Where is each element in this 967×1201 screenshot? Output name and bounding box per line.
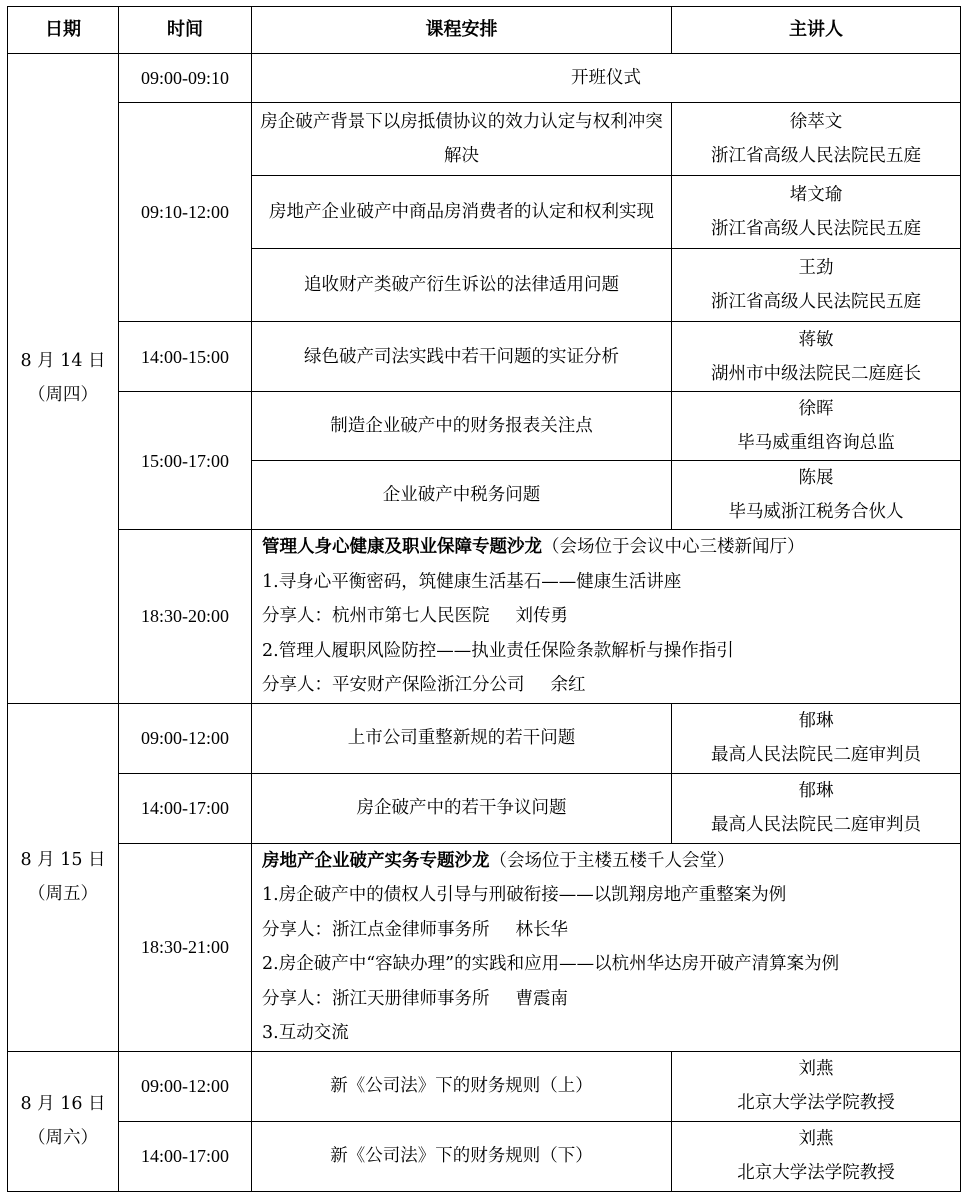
- course-cell: 房地产企业破产中商品房消费者的认定和权利实现: [252, 176, 672, 249]
- time-cell: 18:30-21:00: [119, 843, 252, 1051]
- course-cell: 制造企业破产中的财务报表关注点: [252, 392, 672, 461]
- speaker-org: 北京大学法学院教授: [737, 1163, 895, 1183]
- table-row: [8, 843, 961, 1051]
- date-cell: [8, 54, 119, 704]
- course-cell: 房企破产背景下以房抵债协议的效力认定与权利冲突解决: [252, 103, 672, 176]
- speaker-name: 郁琳: [798, 711, 834, 731]
- header-row: [8, 7, 961, 54]
- salon-item: 1.寻身心平衡密码，筑健康生活基石——健康生活讲座: [262, 571, 682, 592]
- speaker-name: 刘燕: [798, 1129, 834, 1149]
- course-cell: 新《公司法》下的财务规则（下）: [252, 1121, 672, 1191]
- salon-sharer: [262, 913, 956, 948]
- speaker-cell: [672, 461, 961, 530]
- speaker-name: 王劲: [798, 258, 834, 278]
- time-cell: 14:00-17:00: [119, 1121, 252, 1191]
- sharer-name: 余红: [550, 675, 586, 695]
- speaker-org: 最高人民法院民二庭审判员: [711, 815, 921, 835]
- speaker-cell: [672, 103, 961, 176]
- salon-cell: [252, 530, 961, 704]
- schedule-table: [7, 6, 961, 1192]
- time-cell: 09:00-09:10: [119, 54, 252, 103]
- course-cell: 开班仪式: [252, 54, 961, 103]
- speaker-cell: [672, 249, 961, 322]
- speaker-name: 徐晖: [798, 399, 834, 419]
- weekday-label: （周六）: [28, 1128, 98, 1148]
- date-cell: [8, 1051, 119, 1191]
- date-label: 8 月 16 日: [20, 1094, 106, 1114]
- speaker-org: 毕马威浙江税务合伙人: [728, 502, 904, 522]
- speaker-name: 郁琳: [798, 781, 834, 801]
- table-row: [8, 530, 961, 704]
- time-cell: 09:10-12:00: [119, 103, 252, 322]
- time-cell: 09:00-12:00: [119, 1051, 252, 1121]
- course-cell: 上市公司重整新规的若干问题: [252, 703, 672, 773]
- salon-item: 1.房企破产中的债权人引导与刑破衔接——以凯翔房地产重整案为例: [262, 885, 787, 905]
- salon-sharer: [262, 982, 956, 1017]
- speaker-org: 北京大学法学院教授: [737, 1093, 895, 1113]
- salon-title-line: [262, 844, 956, 879]
- salon-venue: （会场位于主楼五楼千人会堂）: [489, 850, 735, 871]
- salon-title: 房地产企业破产实务专题沙龙: [262, 850, 490, 871]
- salon-sharer: [262, 668, 956, 703]
- speaker-cell: [672, 773, 961, 843]
- speaker-name: 刘燕: [798, 1059, 834, 1079]
- header-speaker: 主讲人: [672, 7, 961, 54]
- speaker-cell: [672, 322, 961, 392]
- sharer-org: 分享人：浙江天册律师事务所: [262, 988, 490, 1009]
- speaker-cell: [672, 1121, 961, 1191]
- salon-title-line: [262, 530, 956, 565]
- course-cell: 房企破产中的若干争议问题: [252, 773, 672, 843]
- course-cell: 新《公司法》下的财务规则（上）: [252, 1051, 672, 1121]
- time-cell: 14:00-15:00: [119, 322, 252, 392]
- table-row: [8, 103, 961, 176]
- course-cell: 绿色破产司法实践中若干问题的实证分析: [252, 322, 672, 392]
- table-row: [8, 322, 961, 392]
- header-course: 课程安排: [252, 7, 672, 54]
- sharer-org: 分享人：浙江点金律师事务所: [262, 919, 490, 940]
- sharer-name: 曹震南: [515, 988, 568, 1009]
- table-row: [8, 54, 961, 103]
- salon-item: 2.管理人履职风险防控——执业责任保险条款解析与操作指引: [262, 640, 734, 661]
- table-row: [8, 1121, 961, 1191]
- time-cell: 09:00-12:00: [119, 703, 252, 773]
- speaker-org: 浙江省高级人民法院民五庭: [711, 292, 921, 312]
- speaker-name: 徐萃文: [789, 112, 843, 132]
- time-cell: 15:00-17:00: [119, 392, 252, 530]
- date-label: 8 月 14 日: [20, 351, 106, 372]
- speaker-name: 蒋敏: [798, 329, 834, 350]
- time-cell: 14:00-17:00: [119, 773, 252, 843]
- weekday-label: （周五）: [28, 884, 98, 904]
- table-row: [8, 392, 961, 461]
- speaker-org: 浙江省高级人民法院民五庭: [711, 146, 921, 166]
- speaker-name: 堵文瑜: [789, 185, 843, 205]
- header-time: 时间: [119, 7, 252, 54]
- speaker-org: 毕马威重组咨询总监: [737, 433, 895, 453]
- salon-sharer: [262, 599, 956, 634]
- salon-venue: （会场位于会议中心三楼新闻厅）: [542, 537, 805, 557]
- time-cell: 18:30-20:00: [119, 530, 252, 704]
- sharer-name: 林长华: [515, 919, 568, 940]
- speaker-org: 湖州市中级法院民二庭庭长: [711, 363, 921, 384]
- speaker-cell: [672, 1051, 961, 1121]
- speaker-cell: [672, 392, 961, 461]
- salon-cell: [252, 843, 961, 1051]
- table-row: [8, 773, 961, 843]
- header-date: 日期: [8, 7, 119, 54]
- salon-item: 3.互动交流: [262, 1023, 349, 1043]
- sharer-org: 分享人：杭州市第七人民医院: [262, 606, 490, 626]
- speaker-org: 最高人民法院民二庭审判员: [711, 745, 921, 765]
- table-row: [8, 1051, 961, 1121]
- table-row: [8, 703, 961, 773]
- course-cell: 追收财产类破产衍生诉讼的法律适用问题: [252, 249, 672, 322]
- speaker-cell: [672, 176, 961, 249]
- weekday-label: （周四）: [28, 385, 98, 406]
- speaker-name: 陈展: [798, 468, 834, 488]
- salon-item: 2.房企破产中“容缺办理”的实践和应用——以杭州华达房开破产清算案为例: [262, 954, 840, 974]
- date-cell: [8, 703, 119, 1051]
- date-label: 8 月 15 日: [20, 850, 106, 870]
- course-cell: 企业破产中税务问题: [252, 461, 672, 530]
- speaker-org: 浙江省高级人民法院民五庭: [711, 219, 921, 239]
- sharer-name: 刘传勇: [515, 606, 568, 626]
- salon-title: 管理人身心健康及职业保障专题沙龙: [262, 537, 542, 557]
- speaker-cell: [672, 703, 961, 773]
- sharer-org: 分享人：平安财产保险浙江分公司: [262, 675, 525, 695]
